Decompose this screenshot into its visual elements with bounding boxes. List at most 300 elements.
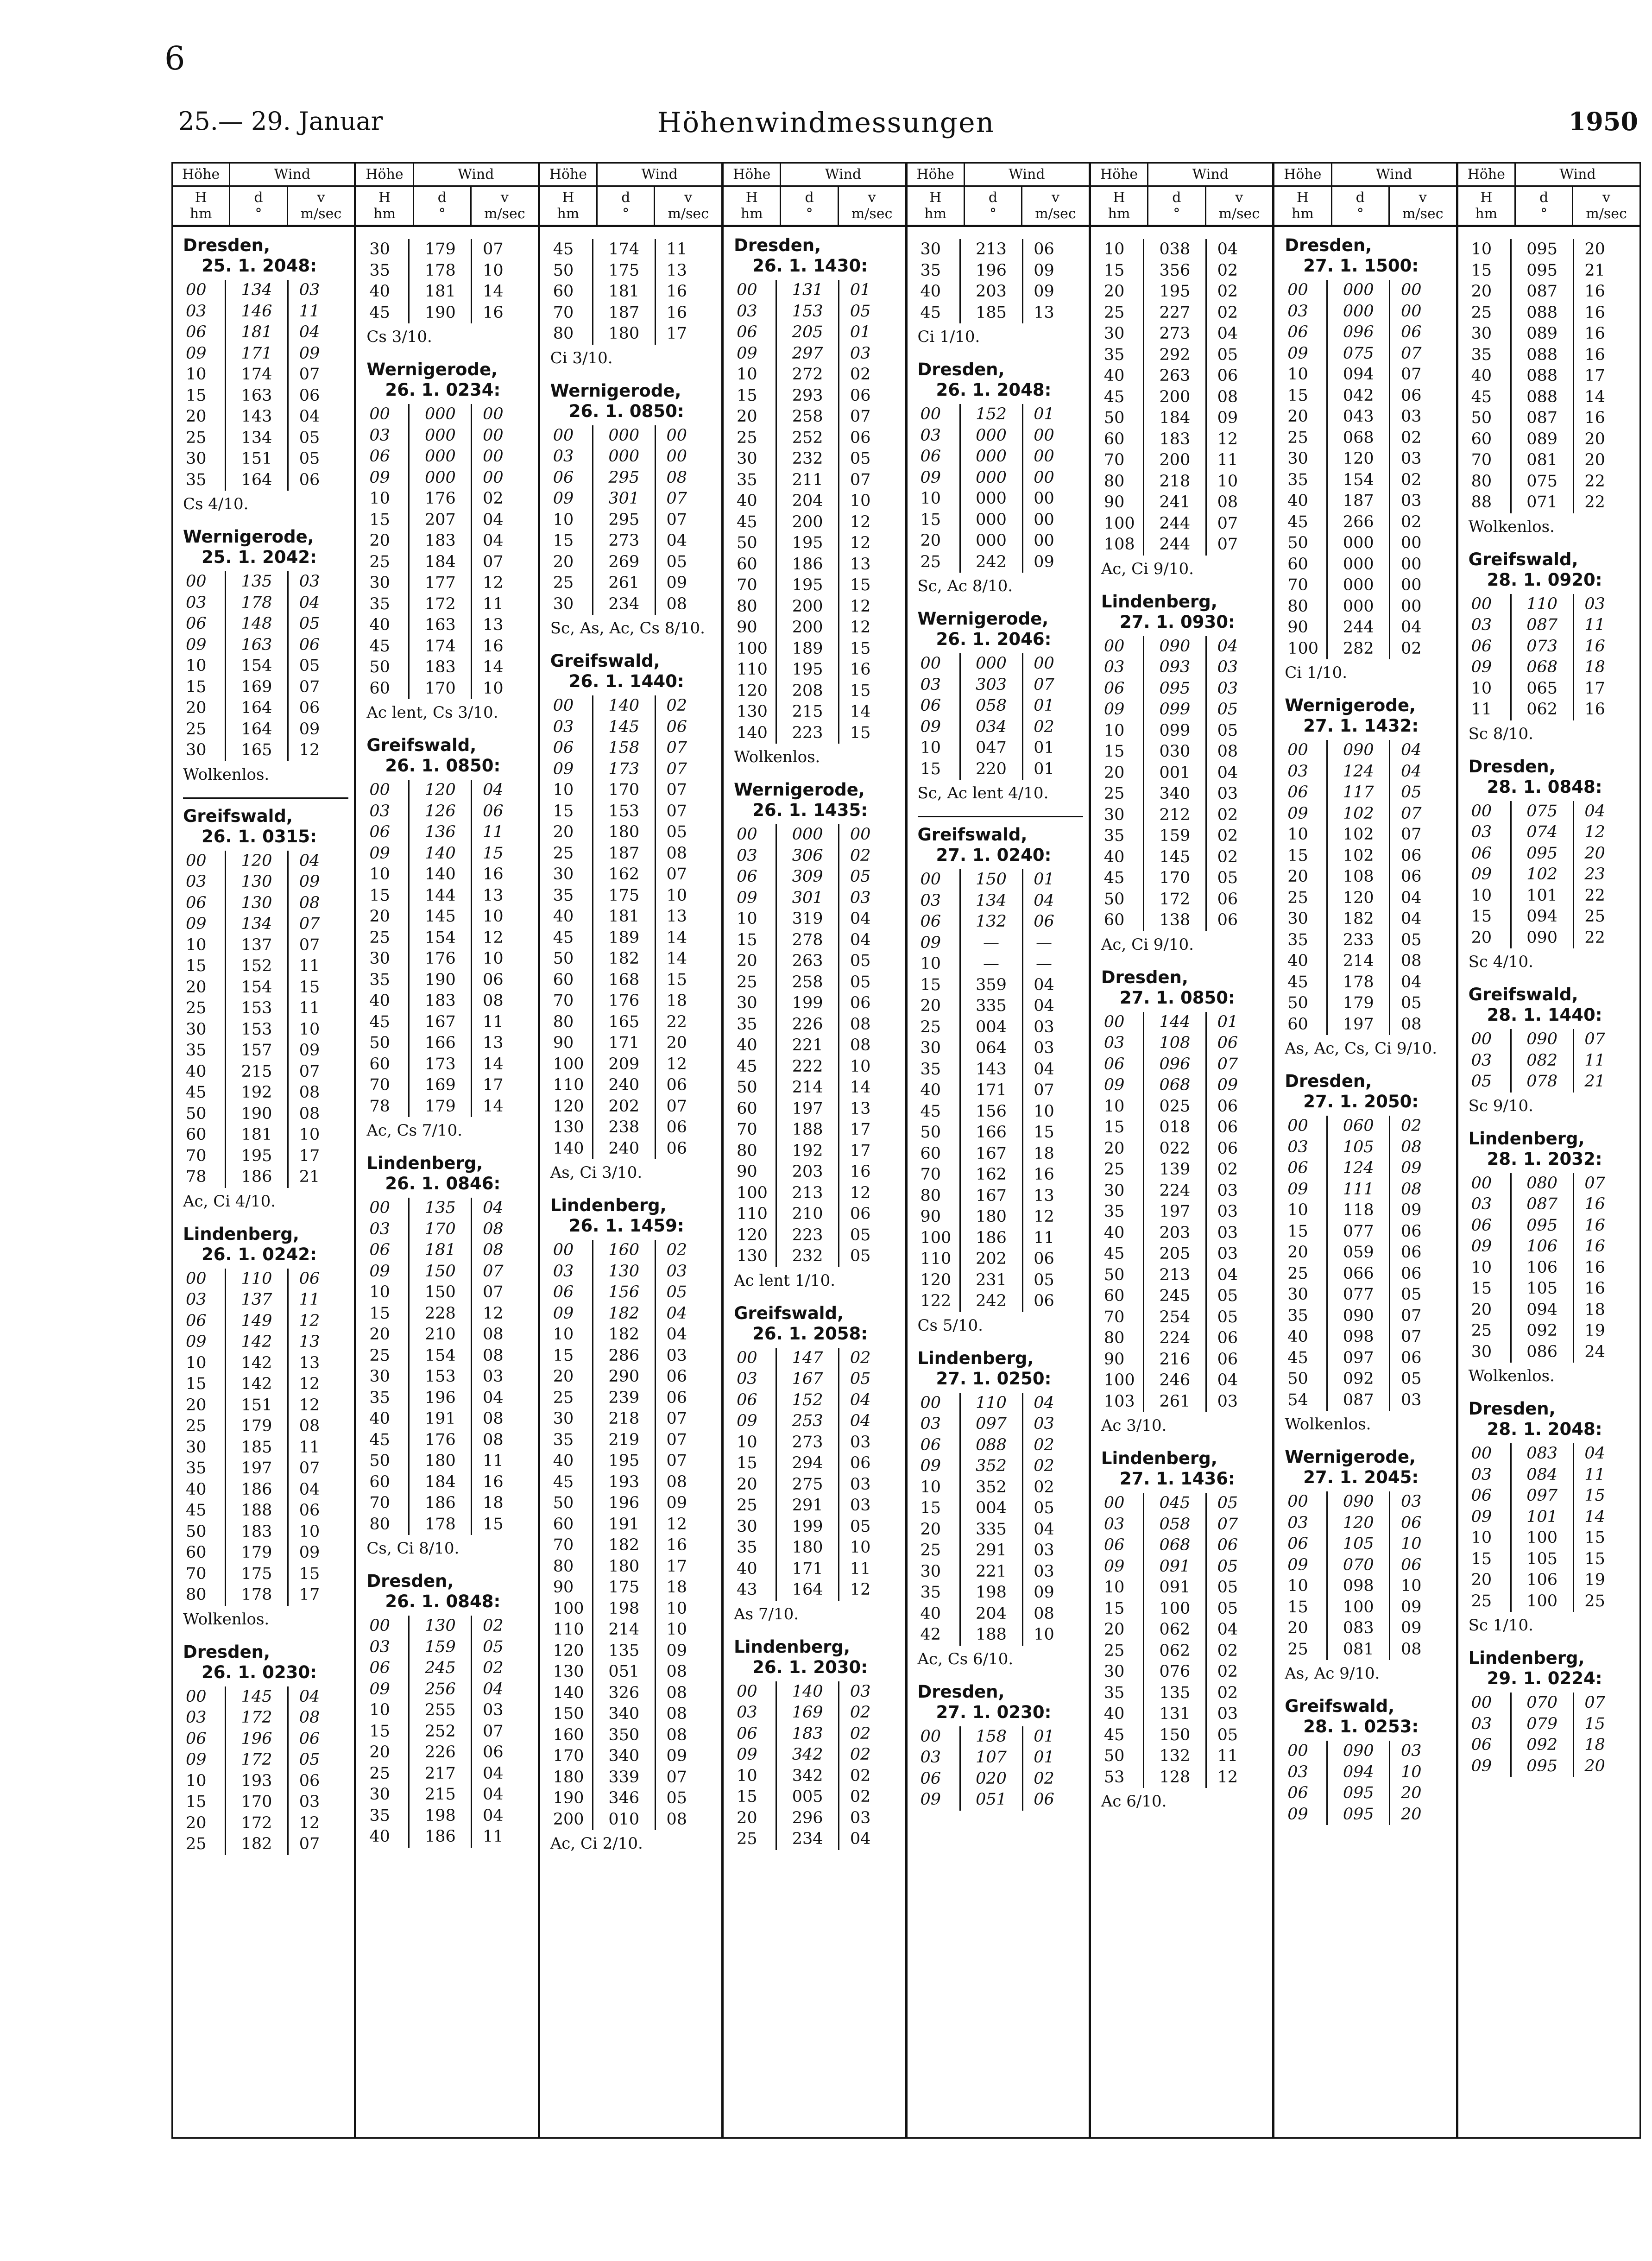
direction-cell: 089	[1511, 323, 1573, 345]
speed-cell: 02	[1217, 847, 1238, 866]
direction-cell: 223	[776, 723, 839, 744]
direction-cell: —	[960, 933, 1022, 954]
height-cell: 11	[1471, 700, 1492, 719]
station-name: Wernigerode,	[1285, 695, 1416, 715]
speed-cell: 08	[666, 1662, 687, 1681]
header-direction	[230, 187, 288, 225]
speed-cell: 05	[850, 302, 871, 321]
direction-cell: 190	[226, 1104, 288, 1125]
table-row	[1104, 1514, 1248, 1535]
height-cell: 15	[737, 930, 757, 949]
direction-cell: 088	[960, 1435, 1022, 1456]
height-cell: 15	[920, 759, 941, 778]
table-row	[737, 1183, 881, 1204]
table-row	[186, 1813, 330, 1834]
height-cell: 20	[920, 997, 941, 1015]
speed-cell: 03	[850, 1682, 871, 1701]
direction-cell: 153	[593, 801, 655, 822]
speed-cell: 14	[483, 282, 504, 301]
direction-cell: 100	[1143, 1598, 1206, 1620]
height-cell: 00	[369, 781, 390, 799]
wind-table	[1104, 636, 1248, 931]
speed-cell: 24	[1584, 1342, 1605, 1361]
height-cell: 00	[1287, 281, 1308, 299]
header-unit: m/sec	[484, 206, 525, 222]
direction-cell: 171	[960, 1080, 1022, 1101]
height-cell: 180	[553, 1768, 584, 1787]
direction-cell: 209	[593, 1054, 655, 1075]
speed-cell: 10	[666, 886, 687, 905]
table-row	[1287, 322, 1432, 343]
direction-cell: 195	[593, 1451, 655, 1472]
direction-cell: 224	[1143, 1328, 1206, 1349]
height-cell: 50	[553, 261, 574, 280]
speed-cell: 25	[1584, 907, 1605, 926]
direction-cell: 183	[1143, 429, 1206, 450]
height-cell: 90	[553, 1578, 574, 1597]
height-cell: 09	[920, 933, 941, 952]
station-block	[918, 360, 1083, 597]
height-cell: 70	[1287, 576, 1308, 594]
speed-cell: 04	[1400, 909, 1422, 928]
table-row	[553, 1012, 698, 1033]
height-cell: 00	[186, 572, 207, 591]
height-cell: 60	[1287, 1015, 1308, 1034]
speed-cell: 06	[1400, 846, 1422, 865]
table-row	[369, 1784, 514, 1806]
direction-cell: 087	[1511, 615, 1573, 636]
speed-cell: 04	[1217, 637, 1238, 656]
direction-cell: 000	[1327, 575, 1390, 596]
direction-cell: 352	[960, 1456, 1022, 1477]
table-row	[369, 801, 514, 822]
table-row	[369, 594, 514, 615]
direction-cell: 181	[593, 281, 655, 303]
station-name: Dresden,	[183, 1642, 271, 1662]
height-cell: 35	[920, 261, 941, 280]
height-cell: 70	[737, 576, 757, 594]
direction-cell: 075	[1327, 343, 1390, 365]
direction-cell: 166	[409, 1033, 472, 1054]
direction-cell: 030	[1143, 741, 1206, 763]
direction-cell: 088	[1511, 303, 1573, 324]
table-row	[921, 1582, 1065, 1604]
direction-cell: 197	[776, 1099, 839, 1120]
speed-cell: 05	[1034, 1499, 1054, 1517]
speed-cell: 17	[850, 1120, 871, 1139]
table-row	[1287, 1741, 1432, 1762]
direction-cell: 078	[1511, 1071, 1573, 1093]
direction-cell: 107	[960, 1747, 1022, 1768]
station-block	[734, 235, 899, 768]
speed-cell: 11	[1584, 1465, 1605, 1484]
direction-cell: 163	[409, 615, 472, 636]
station-time: 26. 1. 2046:	[936, 629, 1052, 649]
table-row	[1287, 1597, 1432, 1618]
direction-cell: 215	[776, 701, 839, 723]
height-cell: 03	[553, 717, 574, 736]
height-cell: 103	[1103, 1392, 1135, 1411]
header-wind: Wind	[1009, 166, 1045, 183]
speed-cell: 15	[299, 1564, 320, 1583]
direction-cell: 218	[593, 1408, 655, 1430]
direction-cell: 188	[776, 1119, 839, 1141]
direction-cell: 197	[226, 1458, 288, 1479]
height-cell: 03	[369, 1219, 390, 1238]
speed-cell: 08	[1400, 952, 1422, 970]
speed-cell: 05	[299, 428, 320, 447]
table-row	[1471, 471, 1616, 493]
cloud-note: Ci 3/10.	[550, 348, 613, 367]
speed-cell: 05	[850, 1247, 871, 1265]
direction-cell: 100	[1327, 1597, 1390, 1618]
speed-cell: 22	[1584, 928, 1605, 947]
wind-table	[1471, 594, 1616, 720]
wind-table	[369, 780, 514, 1117]
speed-cell: 17	[483, 1076, 504, 1094]
direction-cell: 213	[1143, 1265, 1206, 1286]
header-wind: Wind	[641, 166, 678, 183]
direction-cell: 004	[960, 1017, 1022, 1038]
speed-cell: 04	[1034, 1520, 1054, 1539]
header-hoehe: Höhe	[173, 164, 230, 185]
table-row	[1471, 843, 1616, 865]
table-row	[737, 343, 881, 365]
header-unit: m/sec	[1586, 206, 1627, 222]
speed-cell: 06	[1034, 1250, 1054, 1268]
direction-cell: 227	[1143, 303, 1206, 324]
speed-cell: 03	[1034, 1415, 1054, 1433]
speed-cell: 16	[850, 1162, 871, 1181]
table-row	[553, 1282, 698, 1303]
height-cell: 06	[737, 1390, 757, 1409]
height-cell: 20	[1287, 867, 1308, 886]
height-cell: 80	[1103, 472, 1125, 491]
speed-cell: 11	[483, 1827, 504, 1846]
direction-cell: 261	[1143, 1391, 1206, 1413]
table-row	[186, 1585, 330, 1606]
height-cell: 06	[920, 912, 941, 931]
height-cell: 00	[1287, 1117, 1308, 1135]
speed-cell: 06	[1034, 1292, 1054, 1310]
table-row	[186, 935, 330, 956]
height-cell: 10	[737, 909, 757, 928]
direction-cell: 151	[226, 448, 288, 470]
table-row	[553, 1641, 698, 1662]
height-cell: 06	[1471, 844, 1492, 863]
height-cell: 40	[553, 1452, 574, 1470]
height-cell: 25	[737, 973, 757, 992]
wind-table	[1104, 239, 1248, 556]
station-time: 26. 1. 0850:	[568, 401, 684, 421]
direction-cell: 154	[409, 1345, 472, 1367]
height-cell: 25	[1103, 1641, 1125, 1660]
station-name: Wernigerode,	[734, 780, 865, 800]
height-cell: 03	[1287, 762, 1308, 781]
direction-cell: 079	[1511, 1714, 1573, 1735]
table-row	[186, 1729, 330, 1750]
table-row	[369, 843, 514, 865]
speed-cell: 02	[483, 1659, 504, 1677]
table-row	[553, 1054, 698, 1075]
height-cell: 80	[553, 1557, 574, 1576]
table-row	[186, 1269, 330, 1290]
table-row	[737, 554, 881, 575]
direction-cell: 000	[409, 446, 472, 467]
direction-cell: 135	[593, 1641, 655, 1662]
direction-cell: 168	[593, 970, 655, 991]
header-deg: °	[1173, 206, 1180, 222]
station-name: Greifswald,	[183, 806, 293, 826]
direction-cell: 106	[1511, 1570, 1573, 1591]
wind-table	[921, 1726, 1065, 1811]
height-cell: 120	[553, 1641, 584, 1660]
table-row	[921, 446, 1065, 467]
height-cell: 60	[553, 1515, 574, 1534]
direction-cell: 102	[1511, 864, 1573, 885]
speed-cell: 06	[299, 1729, 320, 1748]
speed-cell: 05	[1217, 1599, 1238, 1618]
height-cell: 10	[737, 1433, 757, 1452]
speed-cell: 16	[1584, 637, 1605, 656]
direction-cell: 102	[1327, 824, 1390, 846]
speed-cell: 04	[483, 1806, 504, 1825]
table-row	[737, 1808, 881, 1829]
height-cell: 06	[369, 447, 390, 466]
table-row	[553, 1096, 698, 1118]
speed-cell: 03	[666, 1262, 687, 1281]
station-block	[1285, 695, 1450, 1059]
wind-table	[921, 1393, 1065, 1646]
direction-cell: 106	[1511, 1257, 1573, 1279]
table-row	[1471, 1029, 1616, 1050]
speed-cell: 10	[850, 1057, 871, 1076]
table-row	[1287, 1179, 1432, 1200]
table-row	[553, 759, 698, 780]
height-cell: 40	[1287, 492, 1308, 510]
direction-cell: 273	[593, 531, 655, 552]
table-row	[553, 1408, 698, 1430]
direction-cell: 176	[409, 1430, 472, 1451]
height-cell: 90	[920, 1207, 941, 1226]
height-cell: 60	[737, 555, 757, 574]
speed-cell: 06	[1034, 240, 1054, 259]
height-cell: 25	[920, 1017, 941, 1036]
table-row	[186, 893, 330, 914]
speed-cell: 03	[1400, 1742, 1422, 1760]
height-cell: 25	[737, 1830, 757, 1848]
height-cell: 80	[553, 324, 574, 343]
height-cell: 40	[920, 1604, 941, 1623]
direction-cell: 120	[226, 851, 288, 872]
height-cell: 35	[186, 470, 207, 489]
height-cell: 110	[737, 1205, 768, 1223]
direction-cell: 183	[776, 1724, 839, 1745]
direction-cell: 090	[1143, 636, 1206, 657]
height-cell: 70	[1471, 451, 1492, 469]
table-row	[1287, 470, 1432, 491]
height-cell: 35	[1103, 1683, 1125, 1702]
speed-cell: 02	[1217, 1160, 1238, 1179]
direction-cell: 232	[776, 1246, 839, 1267]
table-row	[737, 428, 881, 449]
speed-cell: 09	[1400, 1159, 1422, 1177]
station-block	[366, 360, 532, 723]
speed-cell: 04	[1400, 741, 1422, 759]
table-row	[553, 1598, 698, 1620]
table-row	[369, 552, 514, 573]
speed-cell: 07	[666, 1768, 687, 1787]
height-cell: 09	[920, 717, 941, 736]
table-row	[921, 510, 1065, 531]
column-3	[538, 164, 721, 2137]
direction-cell: 180	[593, 1556, 655, 1578]
table-row	[737, 972, 881, 993]
height-cell: 100	[1287, 639, 1319, 658]
height-cell: 30	[186, 1438, 207, 1457]
direction-cell: 196	[960, 260, 1022, 282]
height-cell: 45	[1103, 869, 1125, 887]
table-row	[1104, 1683, 1248, 1704]
table-row	[1471, 1257, 1616, 1279]
direction-cell: 095	[1511, 1756, 1573, 1777]
direction-cell: 081	[1511, 450, 1573, 471]
speed-cell: 05	[1217, 869, 1238, 887]
header-unit: m/sec	[1035, 206, 1076, 222]
speed-cell: 02	[850, 1348, 871, 1367]
height-cell: 90	[1103, 493, 1125, 512]
speed-cell: 11	[1217, 451, 1238, 469]
height-cell: 15	[1103, 1599, 1125, 1618]
height-cell: 35	[369, 594, 390, 613]
direction-cell: 190	[409, 970, 472, 991]
direction-cell: 111	[1327, 1179, 1390, 1200]
table-row	[1471, 1485, 1616, 1507]
height-cell: 09	[186, 1750, 207, 1769]
speed-cell: 02	[1217, 1683, 1238, 1702]
height-cell: 00	[1287, 1492, 1308, 1511]
height-cell: 70	[186, 1564, 207, 1583]
speed-cell: 16	[1584, 1258, 1605, 1277]
speed-cell: 06	[666, 1076, 687, 1094]
table-row	[1471, 928, 1616, 949]
table-row	[737, 1495, 881, 1516]
table-row	[1287, 1369, 1432, 1390]
height-cell: 35	[1287, 1306, 1308, 1325]
height-cell: 15	[1103, 1118, 1125, 1137]
speed-cell: 06	[666, 1388, 687, 1407]
table-row	[553, 801, 698, 822]
table-row	[737, 1702, 881, 1724]
column-body	[1458, 227, 1639, 2137]
table-row	[1471, 657, 1616, 678]
station-block	[366, 735, 532, 1141]
header-speed	[839, 187, 905, 225]
table-row	[186, 1749, 330, 1771]
direction-cell: 297	[776, 343, 839, 365]
direction-cell: 171	[776, 1559, 839, 1580]
height-cell: 00	[186, 1687, 207, 1706]
cloud-note: Sc 4/10.	[1468, 953, 1533, 971]
height-cell: 00	[553, 696, 574, 715]
table-row	[737, 491, 881, 512]
direction-cell: 083	[1327, 1618, 1390, 1639]
direction-cell: 213	[960, 239, 1022, 260]
table-row	[1104, 1556, 1248, 1578]
direction-cell: 199	[776, 993, 839, 1014]
table-row	[553, 864, 698, 885]
column-body	[173, 227, 354, 2137]
table-row	[553, 843, 698, 865]
direction-cell: 110	[960, 1393, 1022, 1414]
station-block	[734, 780, 899, 1291]
header-v: v	[1602, 189, 1611, 206]
height-cell: 10	[1103, 721, 1125, 740]
height-cell: 09	[1287, 1180, 1308, 1199]
header-v: v	[1235, 189, 1243, 206]
direction-cell: 272	[776, 364, 839, 385]
height-cell: 03	[1103, 658, 1125, 676]
height-cell: 09	[1471, 865, 1492, 884]
table-row	[186, 1061, 330, 1083]
cloud-note: Sc 1/10.	[1468, 1616, 1533, 1635]
height-cell: 09	[1471, 1237, 1492, 1256]
height-cell: 06	[737, 1724, 757, 1743]
speed-cell: 16	[1584, 345, 1605, 364]
direction-cell: 000	[960, 467, 1022, 489]
speed-cell: 07	[299, 365, 320, 384]
speed-cell: 15	[666, 970, 687, 989]
direction-cell: 295	[593, 467, 655, 489]
table-row	[921, 1249, 1065, 1270]
height-cell: 30	[369, 1367, 390, 1386]
height-cell: 25	[1287, 888, 1308, 907]
table-row	[921, 891, 1065, 912]
height-cell: 40	[920, 282, 941, 301]
direction-cell: 346	[593, 1788, 655, 1809]
speed-cell: 17	[1584, 679, 1605, 698]
table-row	[737, 681, 881, 702]
speed-cell: 08	[483, 1241, 504, 1259]
direction-cell: 295	[593, 510, 655, 531]
direction-cell: 020	[960, 1768, 1022, 1790]
height-cell: 40	[369, 1827, 390, 1846]
direction-cell: 051	[593, 1661, 655, 1683]
header-direction	[965, 187, 1022, 225]
speed-cell: 04	[666, 1304, 687, 1323]
speed-cell: 12	[299, 1813, 320, 1832]
table-row	[737, 1141, 881, 1162]
height-cell: 10	[920, 1478, 941, 1497]
speed-cell: 17	[850, 1141, 871, 1160]
table-row	[1471, 1173, 1616, 1194]
table-row	[1471, 615, 1616, 636]
station-time: 26. 1. 0230:	[202, 1662, 317, 1682]
table-row	[921, 1604, 1065, 1625]
direction-cell: 091	[1143, 1577, 1206, 1598]
table-row	[369, 1763, 514, 1785]
direction-cell: 093	[1143, 657, 1206, 678]
speed-cell: 03	[1217, 658, 1238, 676]
direction-cell: 340	[1143, 783, 1206, 805]
height-cell: 06	[186, 323, 207, 341]
speed-cell: 08	[666, 844, 687, 863]
speed-cell: 11	[1584, 1051, 1605, 1070]
speed-cell: 07	[299, 1459, 320, 1478]
direction-cell: 095	[1511, 1215, 1573, 1237]
table-row	[186, 1019, 330, 1041]
speed-cell: 12	[850, 534, 871, 552]
